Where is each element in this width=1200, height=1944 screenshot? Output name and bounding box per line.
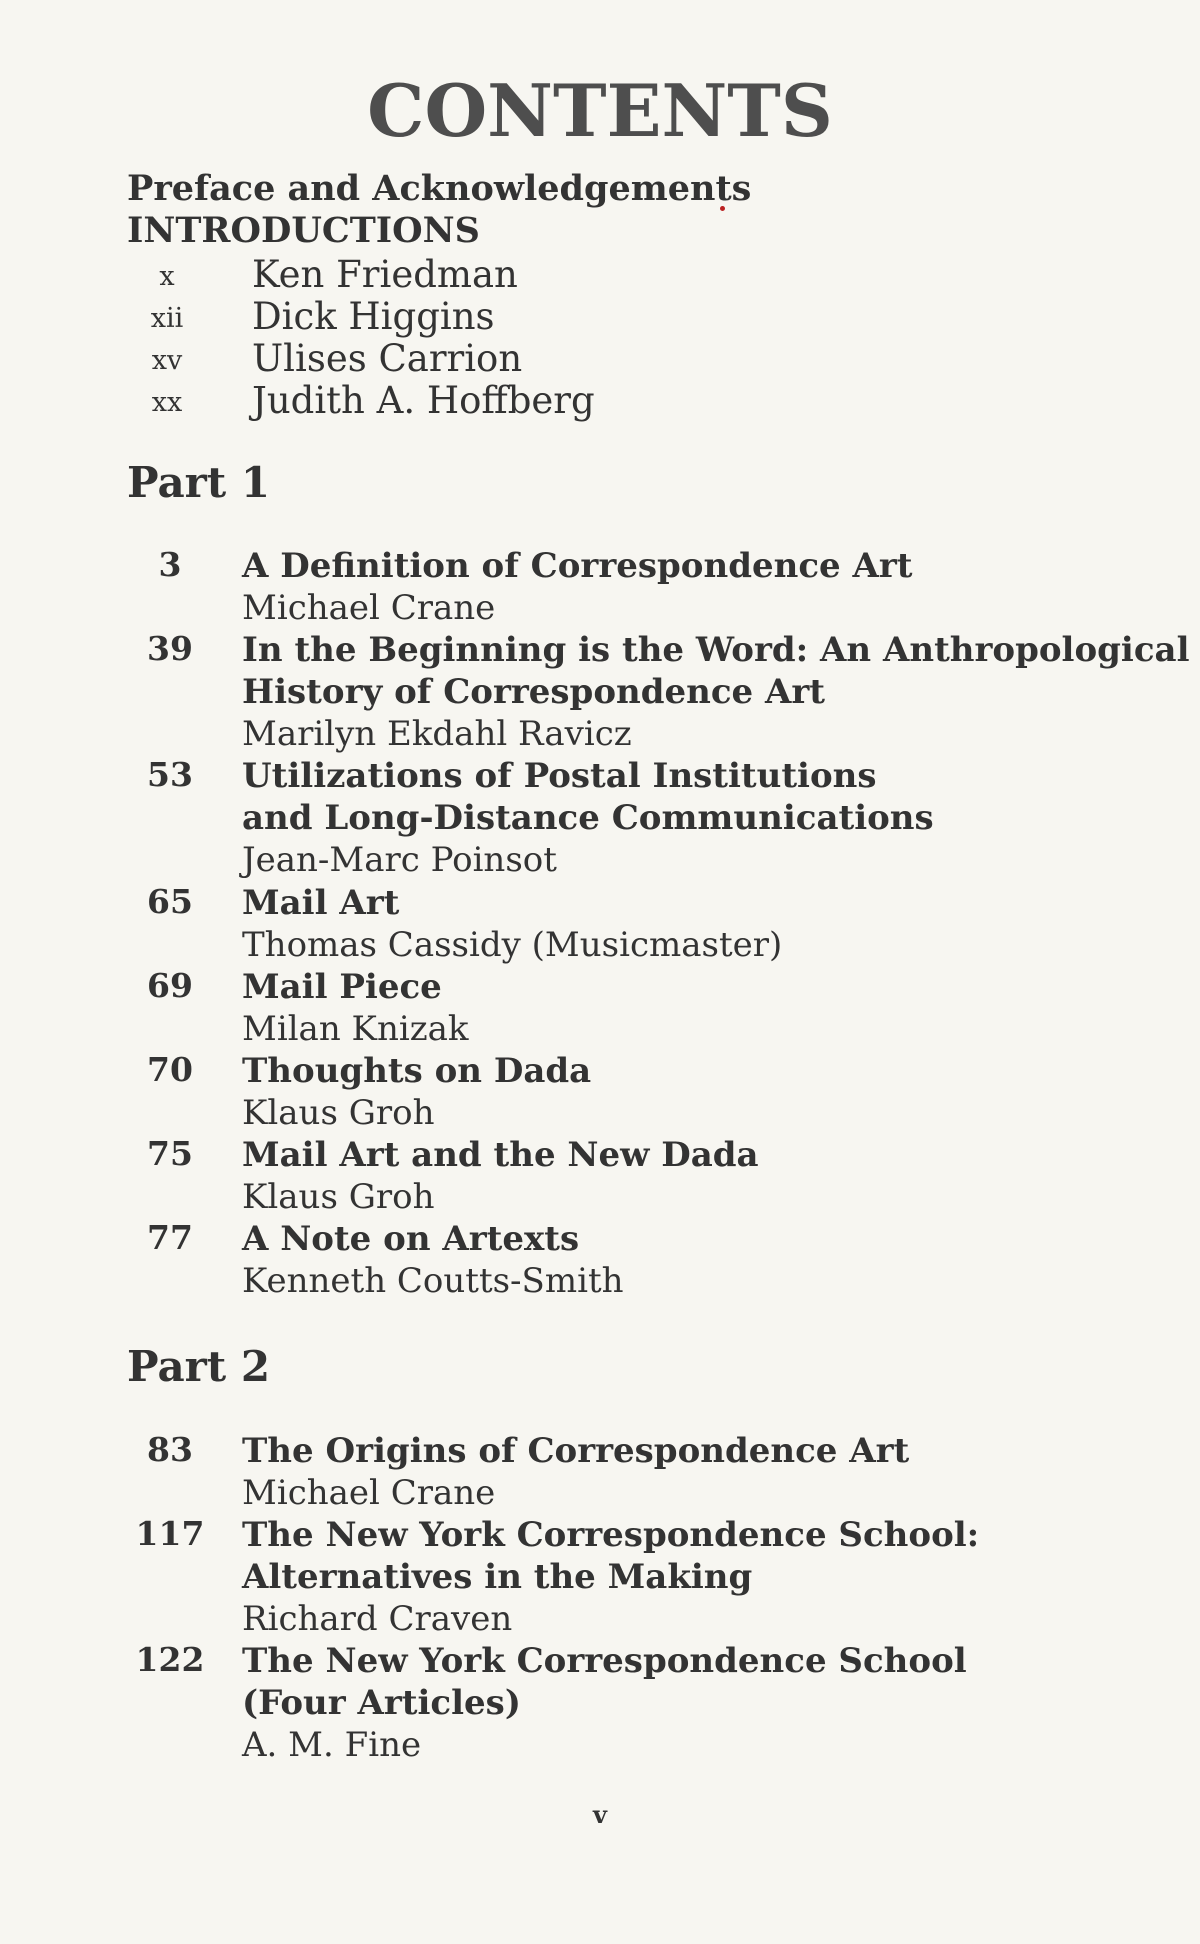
entry-title: Mail Piece (242, 967, 442, 1007)
entry-title: A Definition of Correspondence Art (242, 546, 913, 586)
intro-author: Judith A. Hoffberg (252, 379, 595, 422)
entry-author: Michael Crane (242, 588, 496, 628)
entry-body (242, 1218, 1172, 1302)
intro-author: Ulises Carrion (252, 337, 523, 380)
entry-title-continued: and Long-Distance Communications (242, 798, 934, 838)
entry-body (242, 1514, 1172, 1640)
entry-title: Utilizations of Postal Institutions (242, 756, 877, 796)
part-2-title: Part 2 (127, 1342, 271, 1391)
entry-title: Mail Art and the New Dada (242, 1135, 759, 1175)
entry-title: Thoughts on Dada (242, 1051, 592, 1091)
entry-page-number: 75 (147, 1134, 193, 1173)
entry-title-continued: History of Correspondence Art (242, 672, 826, 712)
entry-author: Kenneth Coutts-Smith (242, 1261, 624, 1301)
entry-body (242, 1430, 1172, 1514)
page-title: CONTENTS (367, 68, 833, 153)
entry-body (242, 755, 1172, 881)
entry-author: Thomas Cassidy (Musicmaster) (242, 925, 783, 965)
entry-body (242, 966, 1172, 1050)
entry-author: Richard Craven (242, 1599, 513, 1639)
entry-page-number: 65 (147, 882, 193, 921)
entry-author: Michael Crane (242, 1473, 496, 1513)
part-1-title: Part 1 (127, 458, 271, 507)
introductions-label: INTRODUCTIONS (127, 210, 480, 251)
page-number: v (593, 1800, 607, 1829)
intro-page-number: xx (151, 387, 183, 418)
intro-page-number: x (159, 261, 175, 292)
entry-body (242, 1050, 1172, 1134)
entry-body (242, 882, 1172, 966)
entry-author: Klaus Groh (242, 1177, 435, 1217)
entry-author: A. M. Fine (242, 1725, 422, 1765)
entry-page-number: 122 (135, 1640, 205, 1679)
entry-title-continued: (Four Articles) (242, 1683, 521, 1723)
entry-page-number: 117 (135, 1514, 205, 1553)
entry-body (242, 1134, 1172, 1218)
intro-author: Ken Friedman (252, 253, 518, 296)
entry-title: The New York Correspondence School: (242, 1515, 980, 1555)
entry-body (242, 545, 1172, 629)
entry-author: Klaus Groh (242, 1093, 435, 1133)
intro-author: Dick Higgins (252, 295, 495, 338)
entry-author: Jean-Marc Poinsot (242, 840, 557, 880)
entry-page-number: 39 (147, 629, 193, 668)
entry-body (242, 1640, 1172, 1766)
entry-page-number: 3 (158, 545, 182, 584)
intro-page-number: xii (150, 303, 184, 334)
entry-page-number: 83 (147, 1430, 193, 1469)
entry-page-number: 77 (147, 1218, 193, 1257)
entry-author: Marilyn Ekdahl Ravicz (242, 714, 632, 754)
entry-title: A Note on Artexts (242, 1219, 580, 1259)
intro-page-number: xv (151, 345, 183, 376)
entry-page-number: 69 (147, 966, 193, 1005)
entry-page-number: 53 (147, 755, 193, 794)
entry-title: Mail Art (242, 883, 400, 923)
entry-title: In the Beginning is the Word: An Anthropological (242, 630, 1190, 670)
entry-title: The Origins of Correspondence Art (242, 1431, 910, 1471)
entry-author: Milan Knizak (242, 1009, 469, 1049)
entry-title: The New York Correspondence School (242, 1641, 967, 1681)
entry-body (242, 629, 1190, 755)
preface-line: Preface and Acknowledgements (127, 168, 752, 209)
entry-page-number: 70 (147, 1050, 193, 1089)
entry-title-continued: Alternatives in the Making (242, 1557, 753, 1597)
